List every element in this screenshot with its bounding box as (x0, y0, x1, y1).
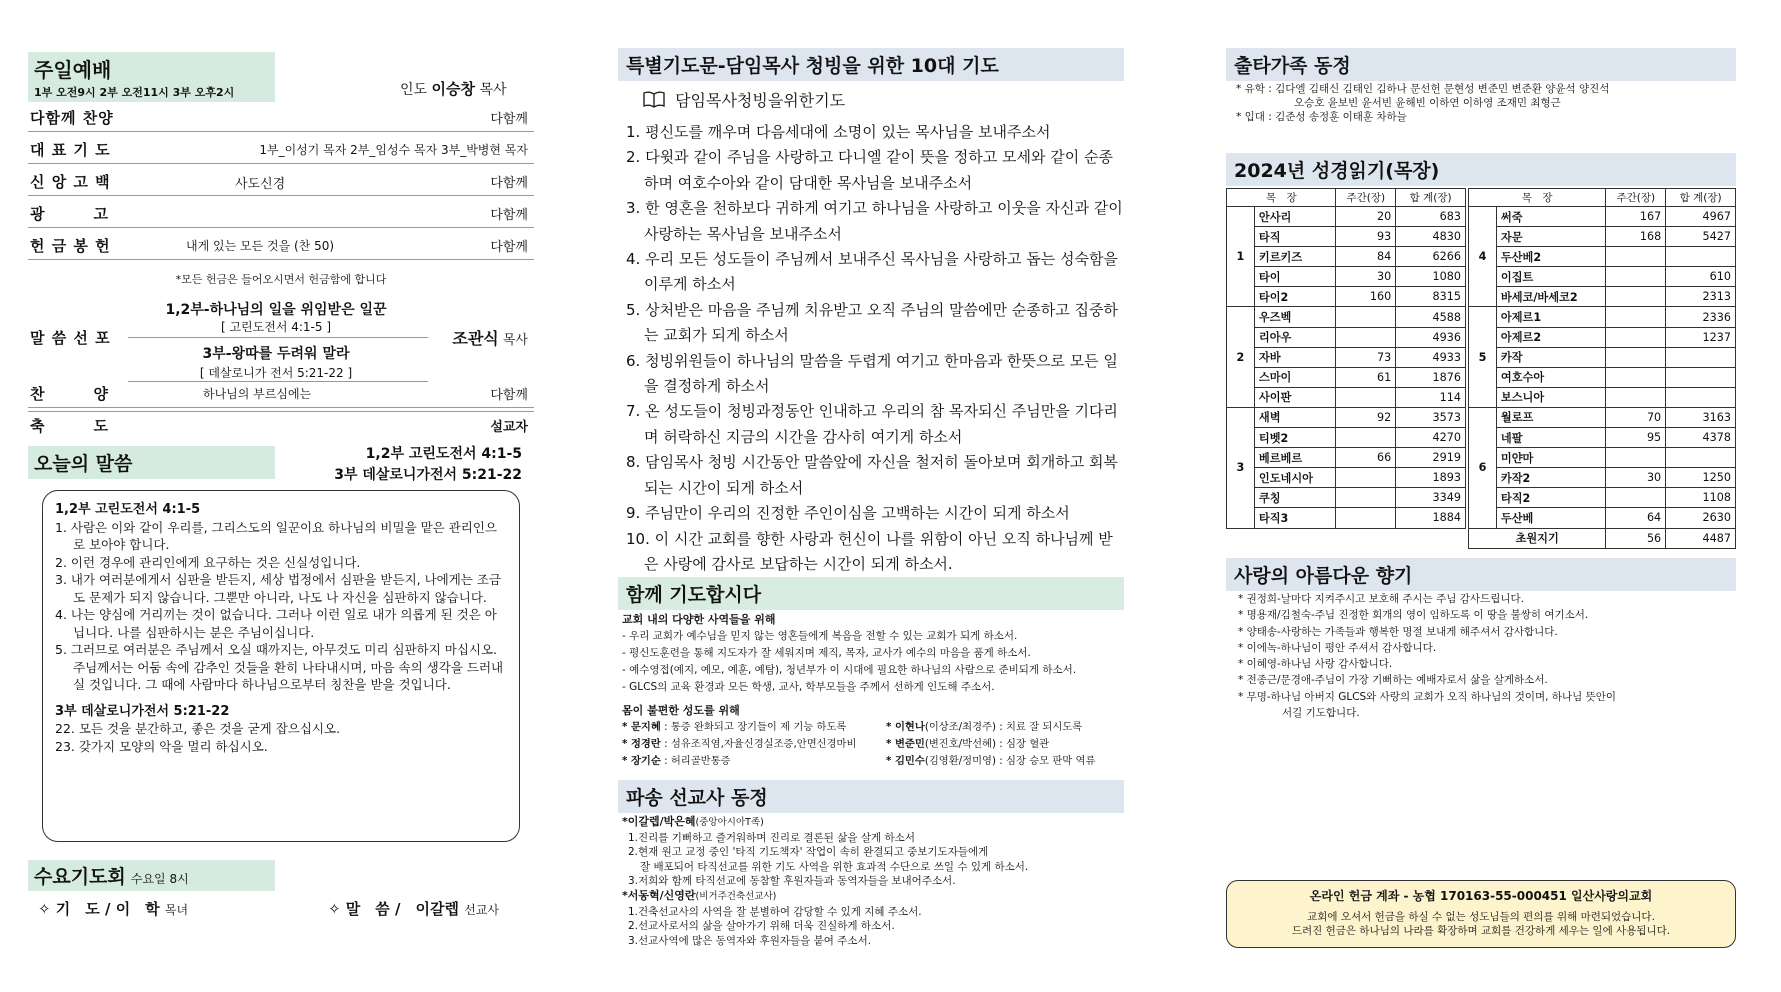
love-line: * 무명-하나님 아버지 GLCS와 사랑의 교회가 오직 하나님의 것이며, 하나님 뜻안이 (1238, 690, 1617, 703)
total-cell: 6266 (1396, 247, 1466, 267)
table-row (1227, 508, 1466, 528)
weekly-cell (1606, 387, 1666, 407)
verse: 4. 나는 양심에 거리끼는 것이 없습니다. 그러나 이런 일로 내가 의롭게 된 것은 아닙니다. 나를 심판하시는 분은 주님이십니다. (55, 607, 497, 640)
order-right: 다함께 (490, 388, 528, 403)
weekly-cell: 56 (1606, 528, 1666, 548)
prayer-item: 2. 다윗과 같이 주님을 사랑하고 다니엘 같이 뜻을 정하고 모세와 같이 순종하며 여호수아와 같이 담대한 목사님을 보내주소서 (626, 148, 1113, 192)
verse: 22. 모든 것을 분간하고, 좋은 것을 굳게 잡으십시오. (55, 721, 341, 736)
missionary-name: *서동혁/신영란 (622, 888, 696, 902)
group-cell: 4 (1469, 207, 1497, 307)
families-title: 출타가족 동정 (1226, 48, 1736, 81)
header-cell: 주간(장) (1336, 189, 1396, 207)
team-cell: 미얀마 (1496, 448, 1605, 468)
offering-note: *모든 헌금은 들어오시면서 헌금함에 합니다 (175, 273, 387, 286)
sick-detail: (변진호/박선혜) : 심장 혈관 (924, 738, 1050, 750)
total-cell: 4487 (1666, 528, 1736, 548)
wednesday-title: 수요기도회 (34, 866, 126, 888)
table-row (1469, 307, 1736, 327)
families-list (1236, 82, 1736, 124)
order-row (28, 100, 534, 132)
prayer-item: 9. 주님만이 우리의 진정한 주인이심을 고백하는 시간이 되게 하소서 (626, 504, 1070, 523)
weekly-cell: 73 (1336, 347, 1396, 367)
team-cell: 카작2 (1496, 468, 1605, 488)
order-key: 축 도 (30, 417, 109, 435)
table-row (1227, 468, 1466, 488)
weekly-cell (1336, 387, 1396, 407)
prayer-role: 목녀 (164, 903, 189, 917)
weekly-cell: 30 (1336, 267, 1396, 287)
mission-line: 3.저희와 함께 타직선교에 동참할 후원자들과 동역자들을 보내어주소서. (628, 875, 956, 888)
table-row (1227, 247, 1466, 267)
sick-name: 문지혜 (630, 721, 661, 733)
order-mid: 하나님의 부르심에는 (203, 387, 312, 401)
scripture-box (42, 490, 520, 842)
divider (128, 337, 428, 338)
sick-detail: (이상조/최경주) : 치료 잘 되시도록 (924, 721, 1083, 733)
sick-item: * 정경란 : 섬유조직염,자율신경실조증,안면신경마비 (622, 738, 857, 750)
special-prayer-subtitle (642, 88, 845, 111)
order-right: 다함께 (490, 240, 528, 255)
total-cell (1666, 347, 1736, 367)
weekly-cell: 61 (1336, 367, 1396, 387)
wednesday-prayer (38, 898, 188, 919)
weekly-cell (1336, 428, 1396, 448)
prayer-item: 7. 온 성도들이 청빙과정동안 인내하고 우리의 참 목자되신 주님만을 기다리며 허락하신 지금의 시간을 감사히 여기게 하소서 (626, 402, 1118, 446)
total-cell: 4378 (1666, 428, 1736, 448)
worship-title: 주일예배 (34, 58, 112, 82)
total-cell: 4270 (1396, 428, 1466, 448)
table-row (1227, 428, 1466, 448)
group-cell: 2 (1227, 307, 1255, 407)
preacher (452, 326, 528, 349)
table-row (1227, 227, 1466, 247)
sick-name: 이현나 (894, 721, 925, 733)
love-line: * 명용재/김철숙-주님 진정한 회개의 영이 임하도록 이 땅을 불쌍히 여기소서. (1238, 609, 1589, 622)
together-line: - 예수영접(예지, 예모, 예훈, 예탐), 청년부가 이 시대에 필요한 하나님의 사람으로 준비되게 하소서. (622, 664, 1077, 676)
group-cell: 3 (1227, 407, 1255, 528)
wednesday-time: 수요일 8시 (130, 872, 189, 886)
mission-news (622, 815, 1128, 948)
sermon-ref-2: [ 데살로니가 전서 5:21-22 ] (199, 366, 353, 380)
verse: 2. 이런 경우에 관리인에게 요구하는 것은 신실성입니다. (55, 554, 361, 570)
team-cell: 키르키즈 (1254, 247, 1336, 267)
weekly-cell: 168 (1606, 227, 1666, 247)
together-heading: 교회 내의 다양한 사역들을 위해 (622, 613, 776, 626)
table-row (1469, 267, 1736, 287)
order-row (28, 376, 534, 408)
sick-item: * 문지혜 : 통증 완화되고 장기들이 제 기능 하도록 (622, 721, 847, 733)
weekly-cell (1336, 468, 1396, 488)
weekly-cell: 160 (1336, 287, 1396, 307)
table-row (1469, 327, 1736, 347)
team-cell: 보스니아 (1496, 387, 1605, 407)
table-row (1227, 207, 1466, 227)
total-cell: 1884 (1396, 508, 1466, 528)
word-label: ✧ 말 씀 / 이갈렙 (328, 900, 459, 918)
today-ref-1: 1,2부 고린도전서 4:1-5 (365, 446, 522, 462)
prayer-item: 6. 청빙위원들이 하나님의 말씀을 두렵게 여기고 한마음과 한뜻으로 모든 일을 결정하게 하소서 (626, 351, 1118, 396)
total-cell: 3163 (1666, 407, 1736, 427)
order-row (28, 196, 534, 228)
order-row (28, 164, 534, 196)
order-right: 다함께 (490, 176, 528, 191)
table-row (1469, 287, 1736, 307)
table-row (1227, 367, 1466, 387)
header-cell: 주간(장) (1606, 189, 1666, 207)
order-right: 설교자 (490, 420, 528, 435)
prayer-item: 3. 한 영혼을 천하보다 귀하게 여기고 하나님을 사랑하고 이웃을 자신과 같이 사랑하는 목사님을 보내주소서 (626, 199, 1123, 243)
total-cell: 1893 (1396, 468, 1466, 488)
missionary-area: (중앙아시아T족) (695, 817, 764, 828)
bible-reading-title: 2024년 성경읽기(목장) (1226, 153, 1736, 186)
sick-item: * 장기순 : 허리골반통증 (622, 755, 731, 767)
total-cell: 1250 (1666, 468, 1736, 488)
header-cell: 목 장 (1227, 189, 1336, 207)
together-line: - 평신도훈련을 통해 지도자가 잘 세워지며 제직, 목자, 교사가 예수의 마음을 품게 하소서. (622, 647, 1031, 659)
table-row (1469, 207, 1736, 227)
weekly-cell (1606, 448, 1666, 468)
total-cell: 683 (1396, 207, 1466, 227)
team-cell: 자문 (1496, 227, 1605, 247)
team-cell: 타직3 (1254, 508, 1336, 528)
sermon-title-1: 1,2부-하나님의 일을 위임받은 일꾼 (165, 302, 387, 318)
prayer-item: 5. 상처받은 마음을 주님께 치유받고 오직 주님의 말씀에만 순종하고 집중하는 교회가 되게 하소서 (626, 300, 1118, 345)
team-cell: 초원지기 (1469, 528, 1606, 548)
team-cell: 두산베 (1496, 508, 1605, 528)
table-row (1469, 407, 1736, 427)
table-row (1469, 468, 1736, 488)
total-cell: 610 (1666, 267, 1736, 287)
weekly-cell: 66 (1336, 448, 1396, 468)
love-line: 서길 기도합니다. (1282, 707, 1360, 720)
total-cell (1666, 247, 1736, 267)
sermon-key: 말 씀 선 포 (30, 329, 111, 347)
order-right: 다함께 (490, 112, 528, 127)
team-cell: 여호수아 (1496, 367, 1605, 387)
today-ref-2: 3부 데살로니가전서 5:21-22 (334, 467, 522, 483)
total-cell: 3573 (1396, 407, 1466, 427)
table-row (1469, 367, 1736, 387)
weekly-cell: 30 (1606, 468, 1666, 488)
team-cell: 월로프 (1496, 407, 1605, 427)
total-cell: 8315 (1396, 287, 1466, 307)
mission-line: 잘 배포되어 타직선교를 위한 기도 사역을 위한 효과적 수단으로 쓰일 수 있게 하소서. (640, 860, 1029, 873)
total-cell (1666, 448, 1736, 468)
passage-head: 1,2부 고린도전서 4:1-5 (55, 502, 201, 517)
team-cell: 써죽 (1496, 207, 1605, 227)
table-row (1227, 488, 1466, 508)
order-key: 다함께 찬양 (30, 109, 114, 127)
prayer-item: 8. 담임목사 청빙 시간동안 말씀앞에 자신을 철저히 돌아보며 회개하고 회복되는 시간이 되게 하소서 (626, 453, 1118, 497)
total-cell: 2336 (1666, 307, 1736, 327)
prayer-list (626, 120, 1126, 577)
team-cell: 카작 (1496, 347, 1605, 367)
families-line: * 입대 : 김준성 송정훈 이태훈 차하늘 (1236, 111, 1407, 123)
weekly-cell (1336, 327, 1396, 347)
order-key: 헌 금 봉 헌 (30, 237, 111, 255)
total-cell (1666, 367, 1736, 387)
love-title: 사랑의 아름다운 향기 (1226, 558, 1736, 591)
leader-role: 목사 (479, 82, 507, 98)
special-prayer-title: 특별기도문-담임목사 청빙을 위한 10대 기도 (618, 48, 1124, 81)
leader-label: 인도 (400, 82, 428, 98)
total-cell: 2630 (1666, 508, 1736, 528)
team-cell: 타이 (1254, 267, 1336, 287)
today-word-title: 오늘의 말씀 (28, 446, 275, 479)
prayer-item: 1. 평신도를 깨우며 다음세대에 소명이 있는 목사님을 보내주소서 (626, 123, 1051, 141)
team-cell: 안사리 (1254, 207, 1336, 227)
weekly-cell (1336, 488, 1396, 508)
team-cell: 네팔 (1496, 428, 1605, 448)
total-cell: 4936 (1396, 327, 1466, 347)
order-mid: 사도신경 (235, 177, 286, 192)
verse: 1. 사람은 이와 같이 우리를, 그리스도의 일꾼이요 하나님의 비밀을 맡은 관리인으로 보아야 합니다. (55, 519, 498, 552)
table-row (1227, 307, 1466, 327)
account-number: 온라인 헌금 계좌 - 농협 170163-55-000451 일산사랑의교회 (1309, 889, 1653, 903)
team-cell: 이집트 (1496, 267, 1605, 287)
weekly-cell (1606, 347, 1666, 367)
weekly-cell: 167 (1606, 207, 1666, 227)
order-key: 찬 양 (30, 385, 109, 403)
together-line: - 우리 교회가 예수님을 믿지 않는 영혼들에게 복음을 전할 수 있는 교회가 되게 하소서. (622, 630, 1018, 642)
weekly-cell (1606, 267, 1666, 287)
account-note-line: 교회에 오셔서 헌금을 하실 수 없는 성도님들의 편의를 위해 마련되었습니다. (1307, 911, 1655, 923)
together-title: 함께 기도합시다 (618, 577, 1124, 610)
verse: 3. 내가 여러분에게서 심판을 받든지, 세상 법정에서 심판을 받든지, 나에게는 조금도 문제가 되지 않습니다. 그뿐만 아니라, 나도 나 자신을 심판하지 않습니다. (55, 572, 502, 605)
team-cell: 리아우 (1254, 327, 1336, 347)
together-heading: 몸이 불편한 성도를 위해 (622, 704, 740, 717)
sick-name: 변준민 (894, 738, 925, 750)
verse: 23. 갖가지 모양의 악을 멀리 하십시오. (55, 738, 268, 754)
team-cell: 베르베르 (1254, 448, 1336, 468)
table-header (1469, 189, 1736, 207)
weekly-cell (1336, 508, 1396, 528)
missionary-name: *이갈렙/박은혜 (622, 815, 696, 828)
table-row (1227, 287, 1466, 307)
wednesday-header (28, 860, 275, 891)
team-cell: 바세코/바세코2 (1496, 287, 1605, 307)
table-row (1469, 508, 1736, 528)
families-line: 오승호 윤보빈 윤서빈 윤해빈 이하연 이하영 조재민 최형근 (1294, 97, 1561, 109)
table-row (1227, 407, 1466, 427)
account-note (1227, 910, 1735, 938)
team-cell: 티벳2 (1254, 428, 1336, 448)
table-row (1227, 347, 1466, 367)
table-row (1469, 347, 1736, 367)
sick-item: * 김민수(김영환/정미영) : 심장 승모 판막 역류 (886, 755, 1096, 767)
worship-header (28, 52, 275, 102)
worship-times: 1부 오전9시 2부 오전11시 3부 오후2시 (34, 86, 235, 99)
order-right: 다함께 (490, 208, 528, 223)
passage-head: 3부 데살로니가전서 5:21-22 (55, 703, 230, 719)
table-row (1227, 267, 1466, 287)
team-cell: 타직 (1254, 227, 1336, 247)
weekly-cell (1606, 307, 1666, 327)
love-line: * 권정희-날마다 지켜주시고 보호해 주시는 주님 감사드립니다. (1238, 593, 1524, 605)
bible-table-right (1468, 188, 1736, 549)
sick-name: 장기순 (630, 755, 661, 767)
total-cell: 1080 (1396, 267, 1466, 287)
order-key: 광 고 (30, 205, 109, 223)
weekly-cell: 95 (1606, 428, 1666, 448)
total-cell: 1237 (1666, 327, 1736, 347)
together-prayer (622, 611, 1128, 770)
order-mid: 내게 있는 모든 것을 (찬 50) (186, 239, 335, 253)
weekly-cell (1606, 367, 1666, 387)
team-cell: 쿠칭 (1254, 488, 1336, 508)
team-cell: 아제르1 (1496, 307, 1605, 327)
wednesday-word (328, 898, 499, 919)
total-cell: 2313 (1666, 287, 1736, 307)
table-row (1227, 448, 1466, 468)
total-cell: 5427 (1666, 227, 1736, 247)
team-cell: 타이2 (1254, 287, 1336, 307)
order-row (28, 132, 534, 164)
subtitle-text: 담임목사청빙을위한기도 (675, 91, 846, 110)
sick-detail: : 통증 완화되고 장기들이 제 기능 하도록 (660, 721, 847, 733)
worship-leader (400, 78, 507, 99)
group-cell: 6 (1469, 407, 1497, 528)
table-row (1469, 247, 1736, 267)
sick-list (622, 719, 1128, 770)
mission-line: 2.선교사로서의 삶을 살아가기 위해 더욱 진실하게 하소서. (628, 920, 895, 933)
weekly-cell: 84 (1336, 247, 1396, 267)
order-key: 대 표 기 도 (30, 141, 111, 159)
order-key: 신 앙 고 백 (30, 173, 111, 191)
team-cell: 아제르2 (1496, 327, 1605, 347)
love-line: * 전종근/문경애-주님이 가장 기뻐하는 예배자로서 삶을 살게하소서. (1238, 674, 1548, 687)
love-line: * 이에녹-하나님이 평안 주셔서 감사합니다. (1238, 641, 1437, 654)
total-cell: 1108 (1666, 488, 1736, 508)
team-cell: 새벽 (1254, 407, 1336, 427)
team-cell: 사이판 (1254, 387, 1336, 407)
families-line: * 유학 : 김다엘 김태신 김태인 김하나 문선헌 문현성 변준민 변준환 양윤석 양진석 (1236, 83, 1610, 95)
today-refs (334, 444, 522, 486)
sermon-title-2: 3부-왕따를 두려워 말라 (202, 346, 350, 362)
sermon-ref-1: [ 고린도전서 4:1-5 ] (220, 320, 332, 334)
team-cell: 타직2 (1496, 488, 1605, 508)
group-cell: 5 (1469, 307, 1497, 407)
leader-name: 이승창 (431, 80, 475, 98)
team-cell: 자바 (1254, 347, 1336, 367)
total-cell: 4588 (1396, 307, 1466, 327)
total-cell: 1876 (1396, 367, 1466, 387)
header-cell: 합 계(장) (1666, 189, 1736, 207)
weekly-cell (1606, 327, 1666, 347)
table-row (1469, 387, 1736, 407)
sick-item: * 이현나(이상조/최경주) : 치료 잘 되시도록 (886, 721, 1083, 733)
together-line: - GLCS의 교육 환경과 모든 학생, 교사, 학부모들을 주께서 선하게 인도해 주소서. (622, 681, 995, 693)
mission-title: 파송 선교사 동정 (618, 780, 1124, 813)
sick-name: 김민수 (894, 755, 925, 767)
total-cell (1666, 387, 1736, 407)
word-role: 선교사 (464, 903, 499, 917)
team-cell: 두산베2 (1496, 247, 1605, 267)
weekly-cell (1336, 307, 1396, 327)
prayer-item: 10. 이 시간 교회를 향한 사랑과 헌신이 나를 위함이 아닌 오직 하나님께 받은 사랑에 감사로 보답하는 시간이 되게 하소서. (626, 529, 1113, 573)
sick-detail: : 허리골반통증 (660, 755, 731, 767)
team-cell: 스마이 (1254, 367, 1336, 387)
total-cell: 2919 (1396, 448, 1466, 468)
total-cell: 4830 (1396, 227, 1466, 247)
group-cell: 1 (1227, 207, 1255, 307)
weekly-cell: 70 (1606, 407, 1666, 427)
weekly-cell (1606, 287, 1666, 307)
prayer-label: ✧ 기 도 / 이 학 (38, 900, 160, 918)
online-offering-box (1226, 880, 1736, 948)
table-row (1469, 488, 1736, 508)
table-row (1227, 387, 1466, 407)
total-cell: 114 (1396, 387, 1466, 407)
weekly-cell (1606, 247, 1666, 267)
weekly-cell: 64 (1606, 508, 1666, 528)
header-cell: 목 장 (1469, 189, 1606, 207)
mission-line: 2.현재 원고 교정 중인 '타직 기도책자' 작업이 속히 완결되고 중보기도자들에게 (628, 846, 989, 859)
order-row (28, 228, 534, 260)
prayer-item: 4. 우리 모든 성도들이 주님께서 보내주신 목사님을 사랑하고 돕는 성숙함을 이루게 하소서 (626, 250, 1118, 294)
total-cell: 3349 (1396, 488, 1466, 508)
sick-detail: : 섬유조직염,자율신경실조증,안면신경마비 (660, 738, 857, 750)
preacher-name: 조관식 (452, 329, 499, 348)
total-cell: 4967 (1666, 207, 1736, 227)
order-mid: 1부_이성기 목자 2부_임성수 목자 3부_박병현 목자 (259, 143, 528, 157)
bible-table-left (1226, 188, 1466, 529)
mission-line: 3.선교사역에 많은 동역자와 후원자들을 붙여 주소서. (628, 934, 872, 947)
weekly-cell: 92 (1336, 407, 1396, 427)
love-line: * 이혜영-하나님 사랑 감사합니다. (1238, 658, 1393, 671)
love-line: * 양태송-사랑하는 가족들과 행복한 명절 보내게 해주셔서 감사합니다. (1238, 625, 1558, 638)
sick-detail: (김영환/정미영) : 심장 승모 판막 역류 (924, 755, 1096, 767)
sick-item: * 변준민(변진호/박선혜) : 심장 혈관 (886, 738, 1050, 750)
preacher-role: 목사 (502, 333, 528, 348)
table-row (1469, 227, 1736, 247)
table-header (1227, 189, 1466, 207)
header-cell: 합 계(장) (1396, 189, 1466, 207)
love-list (1238, 591, 1736, 721)
table-row (1227, 327, 1466, 347)
table-row (1469, 528, 1736, 548)
weekly-cell: 20 (1336, 207, 1396, 227)
order-row (28, 408, 534, 440)
account-note-line: 드려진 헌금은 하나님의 나라를 확장하며 교회를 건강하게 세우는 일에 사용됩니다. (1291, 925, 1671, 937)
verse: 5. 그러므로 여러분은 주님께서 오실 때까지는, 아무것도 미리 심판하지 마십시오. 주님께서는 어둠 속에 감추인 것들을 환히 나타내시며, 마음 속의 생각을 드러내실 것입니다. 그 때에 사람마다 하나님으로부터 칭찬을 받을 것입니다. (55, 642, 504, 692)
weekly-cell (1606, 488, 1666, 508)
sick-name: 정경란 (630, 738, 661, 750)
table-row (1469, 428, 1736, 448)
table-row (1469, 448, 1736, 468)
total-cell: 4933 (1396, 347, 1466, 367)
book-icon (642, 91, 666, 108)
weekly-cell: 93 (1336, 227, 1396, 247)
missionary-area: (비거주건축선교사) (695, 890, 777, 902)
mission-line: 1.건축선교사의 사역을 잘 분별하여 감당할 수 있게 지혜 주소서. (628, 905, 922, 918)
team-cell: 인도네시아 (1254, 468, 1336, 488)
mission-line: 1.진리를 기뻐하고 즐거워하며 진리로 결론된 삶을 살게 하소서 (628, 831, 915, 844)
team-cell: 우즈벡 (1254, 307, 1336, 327)
